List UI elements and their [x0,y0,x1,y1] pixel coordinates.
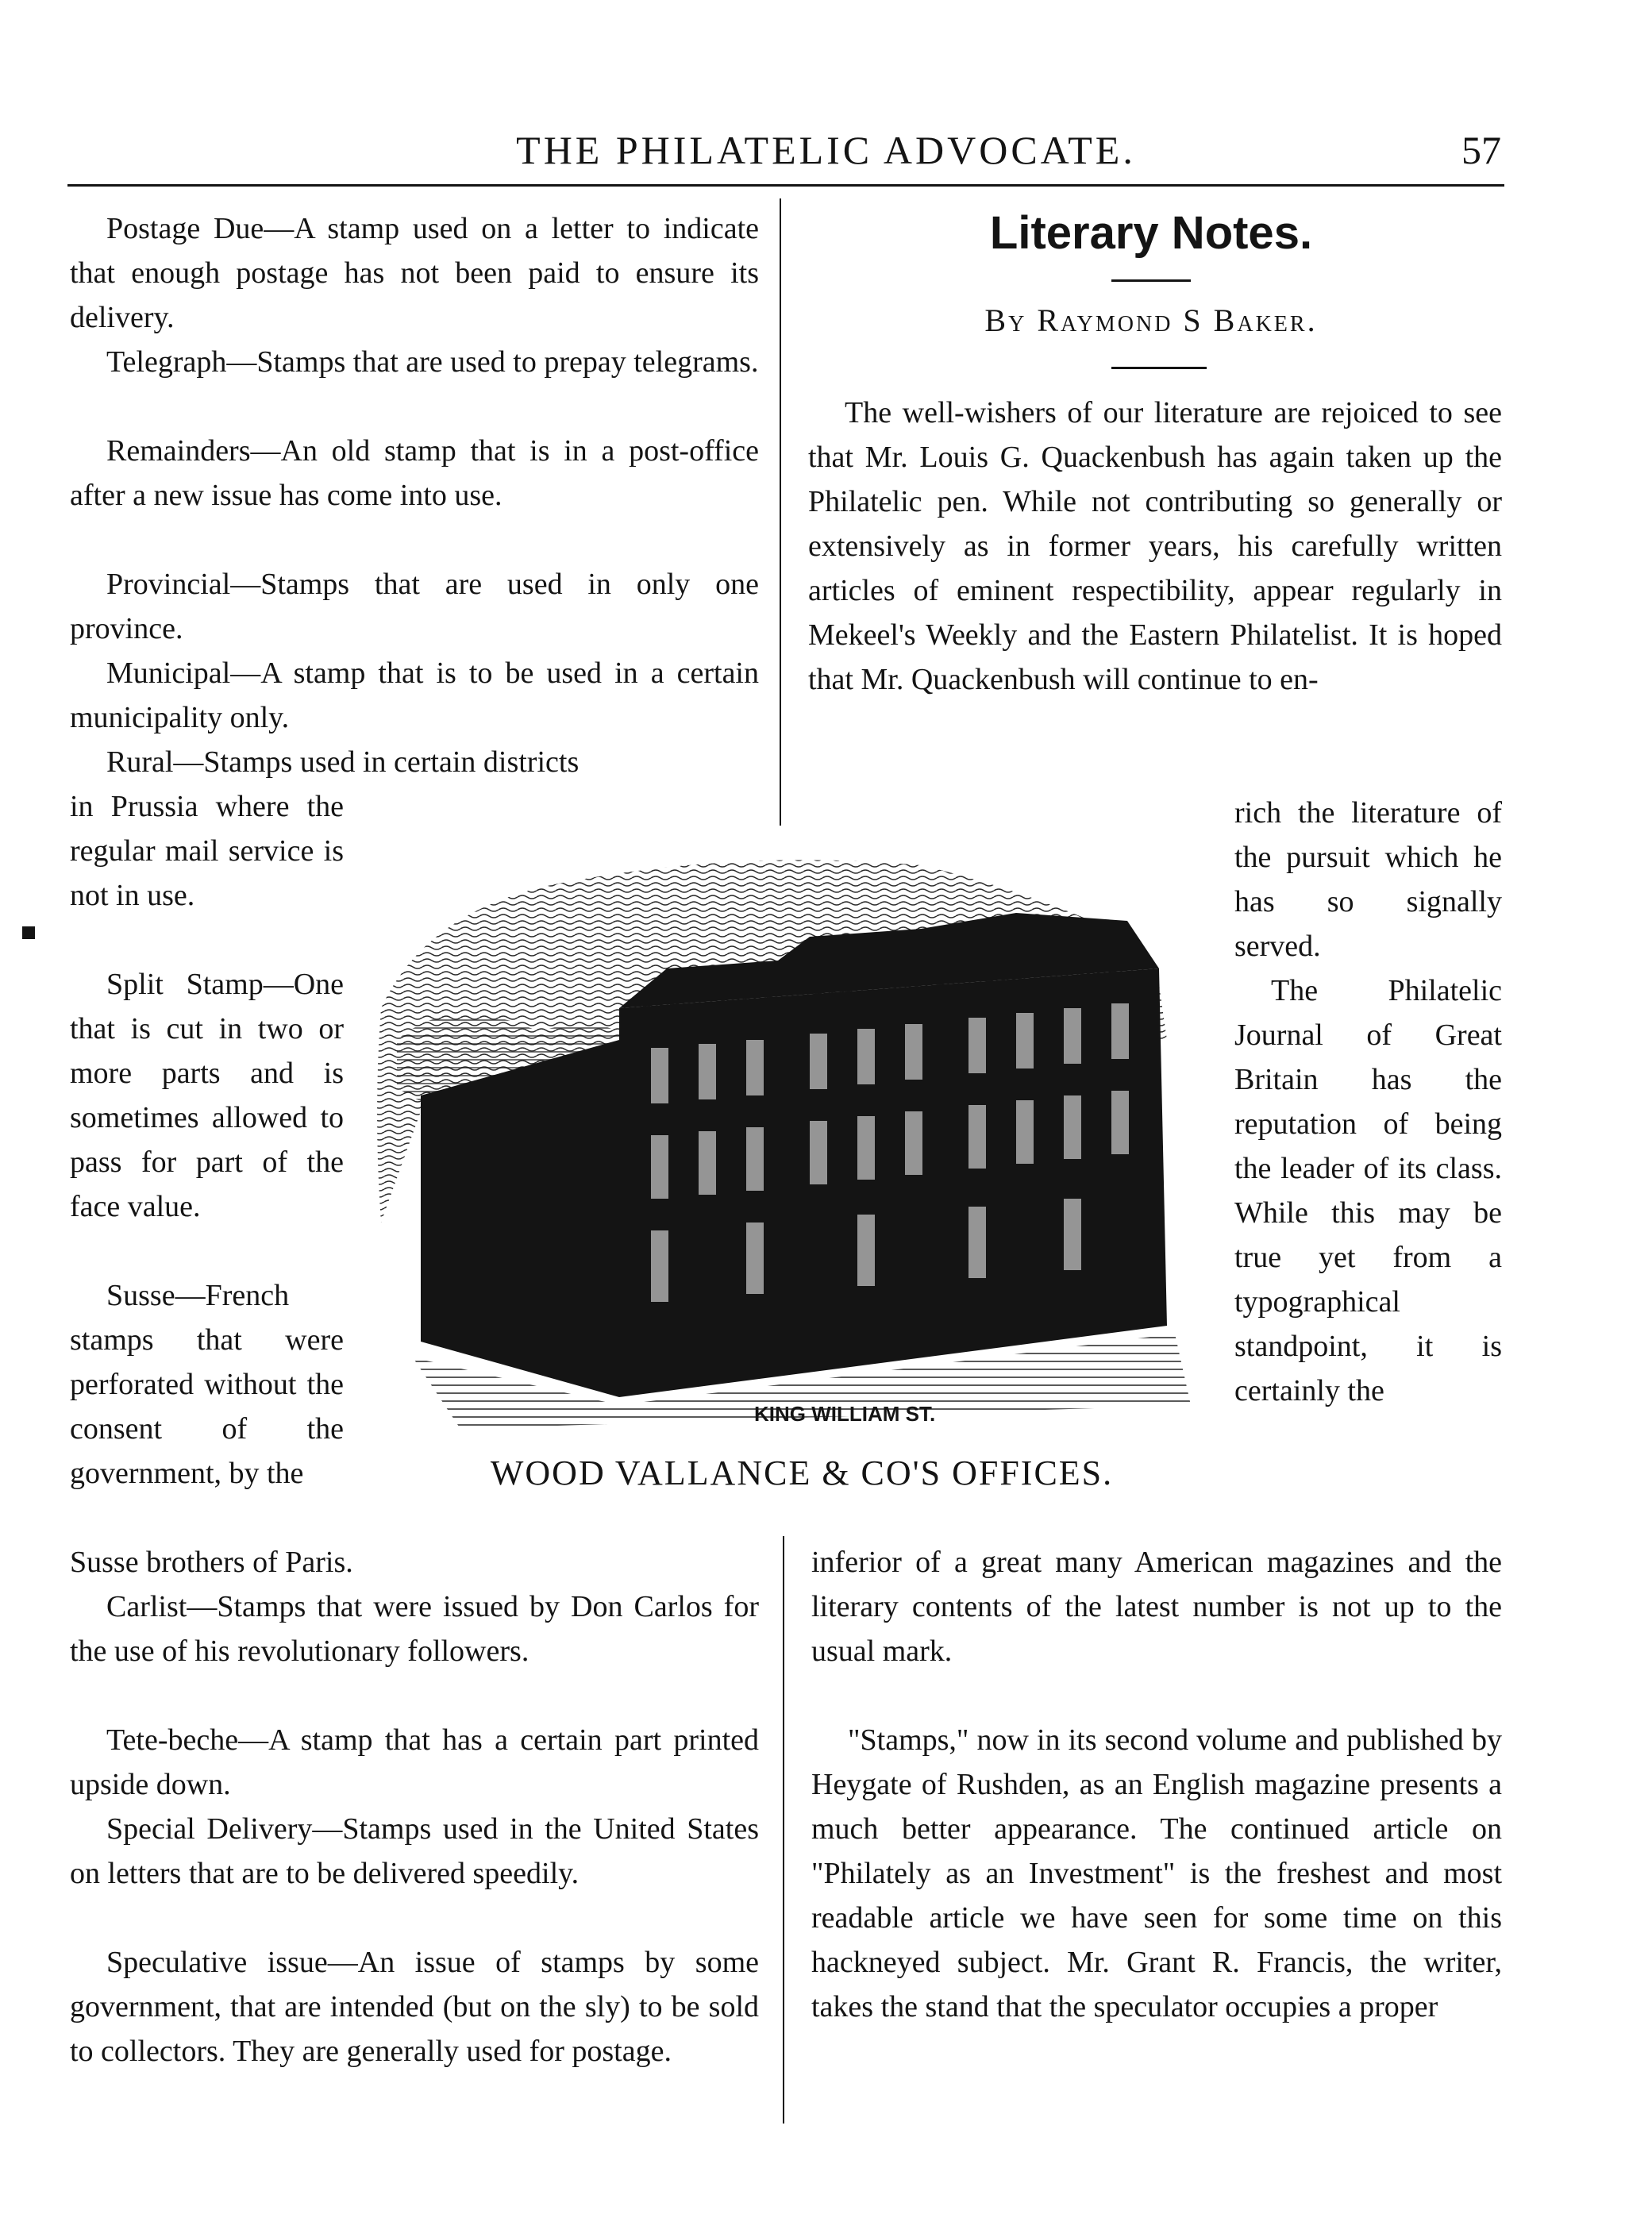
heading-rule [1111,279,1191,282]
glossary-tete-beche: Tete-beche—A stamp that has a certain part printed upside down. [70,1723,759,1801]
glossary-provincial: Provincial—Stamps that are used in only one province. [70,568,759,645]
page-number: 57 [1461,128,1501,172]
literary-stamps-magazine: "Stamps," now in its second volume and published by Heygate of Rushden, as an English magazine presents a much better appearance. The continued article on "Philately as an Investment" is the freshest and most readable article we have seen for some time on this hackneyed subject. Mr. Grant R. Francis, the writer, takes the stand that the speculator occupies a proper [811,1723,1502,2023]
literary-inferior: inferior of a great many American magazines and the literary contents of the latest number is not up to the usual mark. [811,1546,1502,1668]
literary-intro-cont: rich the literature of the pursuit which he has so signally served. [1234,796,1502,963]
glossary-postage-due: Postage Due—A stamp used on a letter to indicate that enough postage has not been paid to ensure its delivery. [70,212,759,334]
building-engraving [365,849,1215,1453]
literary-intro: The well-wishers of our literature are rejoiced to see that Mr. Louis G. Quackenbush has again taken up the Philatelic pen. While not contributing so generally or extensively as in former years, his carefully written articles of eminent respectibility, appear regularly in Mekeel's Weekly and the Eastern Philatelist. It is hoped that Mr. Quackenbush will continue to en- [808,396,1502,696]
running-header [0,127,1652,183]
glossary-susse: Susse—French stamps that were perforated without the consent of the government, by the [70,1279,344,1490]
glossary-rural: Rural—Stamps used in certain districts [106,745,580,779]
margin-bullet [22,926,35,939]
glossary-remainders: Remainders—An old stamp that is in a post-office after a new issue has come into use. [70,434,759,512]
literary-philatelic-journal: The Philatelic Journal of Great Britain has the reputation of being the leader of its class. While this may be true yet from a typographical standpoint, it is certainly the [1234,974,1502,1407]
column-rule-upper [780,198,781,826]
building-side [421,1040,619,1397]
illustration-caption: WOOD VALLANCE & CO'S OFFICES. [490,1454,1114,1492]
glossary-telegraph: Telegraph—Stamps that are used to prepay telegrams. [106,345,759,379]
byline: By Raymond S Baker. [984,302,1318,338]
section-heading: Literary Notes. [989,207,1313,259]
glossary-municipal: Municipal—A stamp that is to be used in a certain municipality only. [70,656,759,734]
glossary-speculative-issue: Speculative issue—An issue of stamps by some government, that are intended (but on the sly) to be sold to collectors. They are generally used for postage. [70,1946,759,2068]
glossary-carlist: Carlist—Stamps that were issued by Don Carlos for the use of his revolutionary followers. [70,1590,759,1668]
journal-title: THE PHILATELIC ADVOCATE. [516,128,1136,172]
header-rule [67,184,1504,187]
byline-rule [1111,367,1207,369]
glossary-split-stamp: Split Stamp—One that is cut in two or more parts and is sometimes allowed to pass for part of the face value. [70,968,344,1223]
glossary-special-delivery: Special Delivery—Stamps used in the United States on letters that are to be delivered speedily. [70,1812,759,1890]
glossary-susse-cont: Susse brothers of Paris. [70,1546,353,1579]
street-sign: KING WILLIAM ST. [754,1402,936,1426]
glossary-rural-cont: in Prussia where the regular mail service is not in use. [70,790,344,912]
column-rule-lower [783,1536,784,2124]
